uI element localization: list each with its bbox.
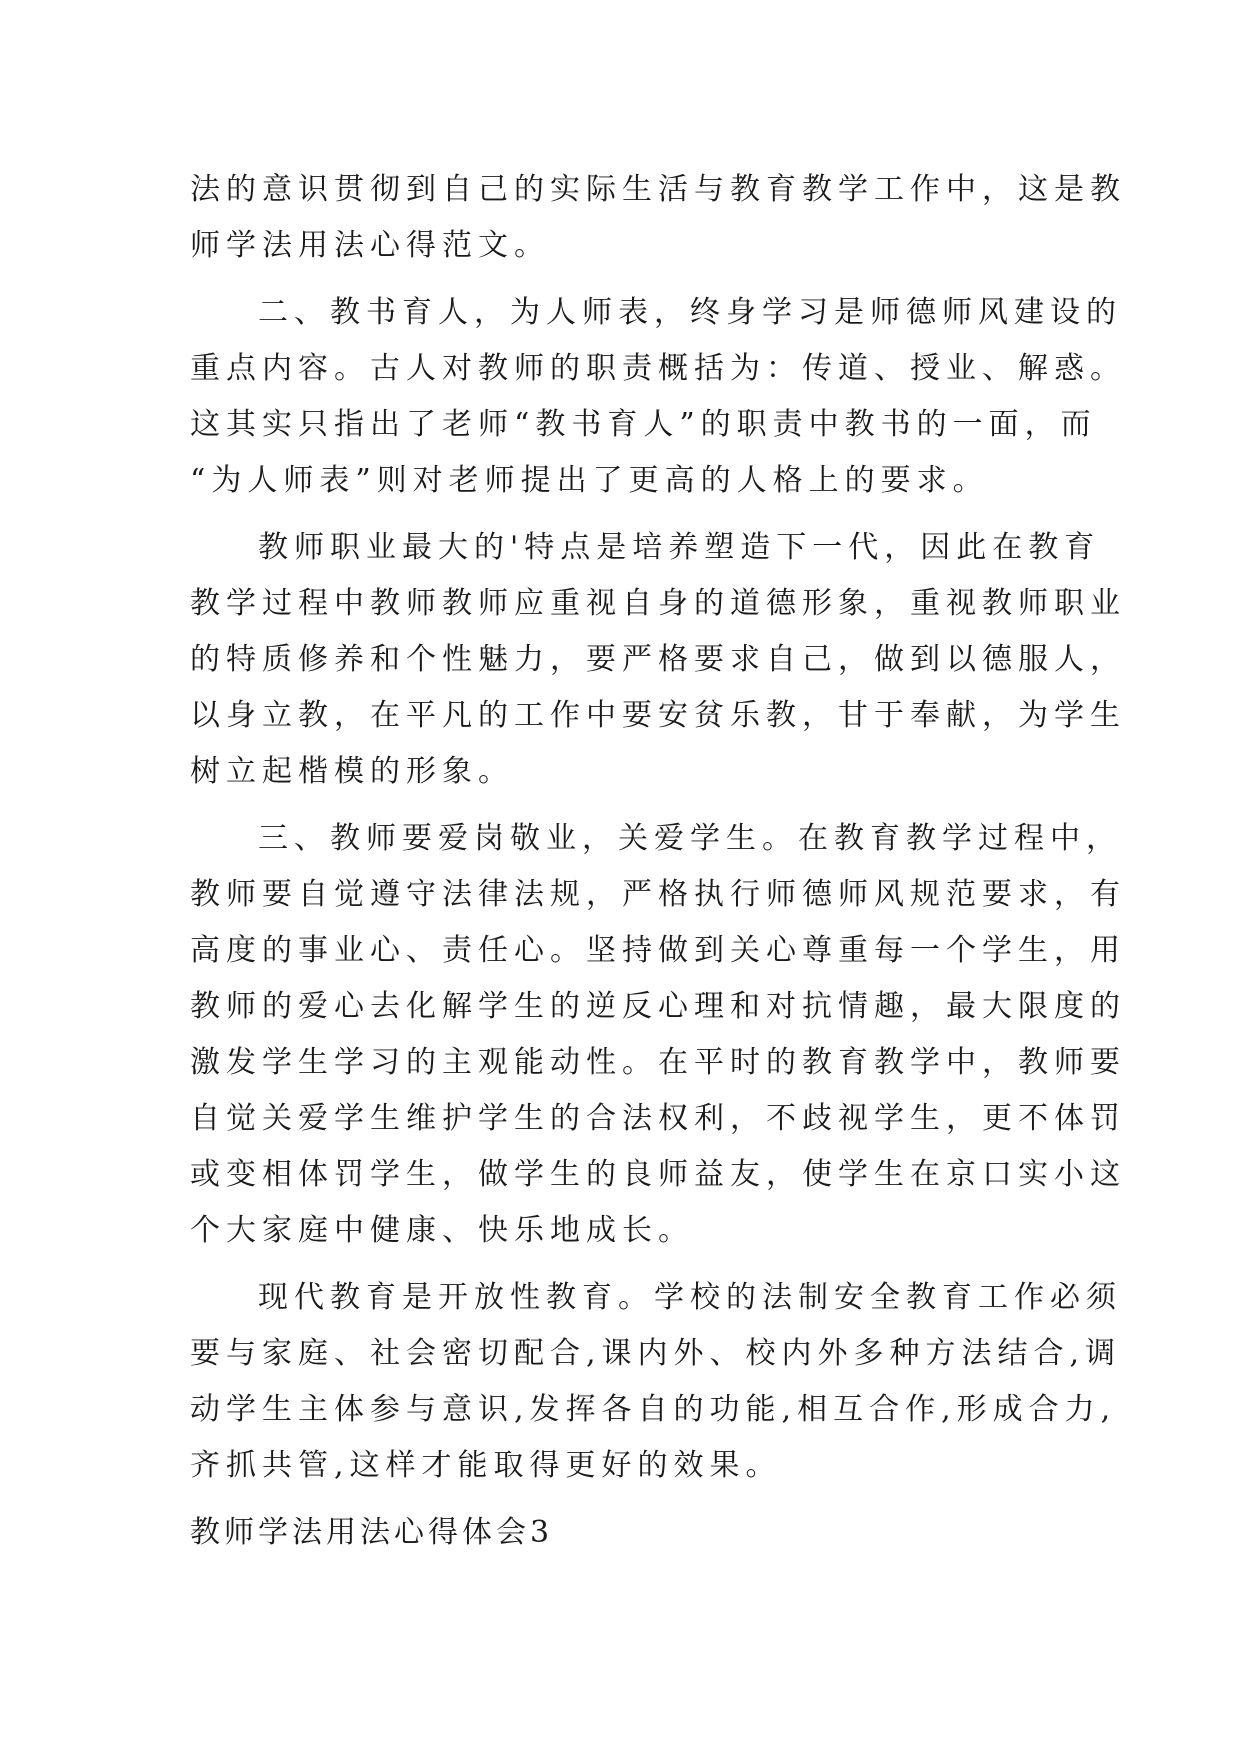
text-line: 重点内容。古人对教师的职责概括为：传道、授业、解惑。 <box>190 351 1126 386</box>
paragraph <box>190 811 1126 1259</box>
text-line: 动学生主体参与意识,发挥各自的功能,相互合作,形成合力, <box>190 1392 1117 1427</box>
text-line: 树立起楷模的形象。 <box>190 754 514 789</box>
text-line: 三、教师要爱岗敬业，关爱学生。在教育教学过程中， <box>258 821 1122 856</box>
paragraph <box>190 1270 1122 1494</box>
section-heading-text: 教师学法用法心得体会3 <box>190 1515 554 1550</box>
paragraph <box>190 520 1126 800</box>
text-line: 现代教育是开放性教育。学校的法制安全教育工作必须 <box>258 1280 1122 1315</box>
text-line: 法的意识贯彻到自己的实际生活与教育教学工作中，这是教 <box>190 172 1126 207</box>
text-line: 教师职业最大的'特点是培养塑造下一代，因此在教育 <box>258 530 1101 565</box>
document-body <box>190 162 1126 1561</box>
text-line: “为人师表”则对老师提出了更高的人格上的要求。 <box>190 463 989 498</box>
text-line: 以身立教，在平凡的工作中要安贫乐教，甘于奉献，为学生 <box>190 698 1126 733</box>
text-line: 这其实只指出了老师“教书育人”的职责中教书的一面，而 <box>190 407 1097 442</box>
paragraph <box>190 162 1126 274</box>
text-line: 师学法用法心得范文。 <box>190 228 550 263</box>
text-line: 齐抓共管,这样才能取得更好的效果。 <box>190 1448 782 1483</box>
text-line: 教师要自觉遵守法律法规，严格执行师德师风规范要求，有 <box>190 877 1126 912</box>
text-line: 二、教书育人，为人师表，终身学习是师德师风建设的 <box>258 295 1122 330</box>
text-line: 激发学生学习的主观能动性。在平时的教育教学中，教师要 <box>190 1045 1126 1080</box>
text-line: 的特质修养和个性魅力，要严格要求自己，做到以德服人， <box>190 642 1126 677</box>
text-line: 要与家庭、社会密切配合,课内外、校内外多种方法结合,调 <box>190 1336 1122 1371</box>
text-line: 个大家庭中健康、快乐地成长。 <box>190 1213 694 1248</box>
paragraph <box>190 285 1126 509</box>
text-line: 教学过程中教师教师应重视自身的道德形象，重视教师职业 <box>190 586 1126 621</box>
text-line: 或变相体罚学生，做学生的良师益友，使学生在京口实小这 <box>190 1157 1126 1192</box>
text-line: 教师的爱心去化解学生的逆反心理和对抗情趣，最大限度的 <box>190 989 1126 1024</box>
section-heading <box>190 1505 1052 1561</box>
text-line: 高度的事业心、责任心。坚持做到关心尊重每一个学生，用 <box>190 933 1126 968</box>
text-line: 自觉关爱学生维护学生的合法权利，不歧视学生，更不体罚 <box>190 1101 1126 1136</box>
